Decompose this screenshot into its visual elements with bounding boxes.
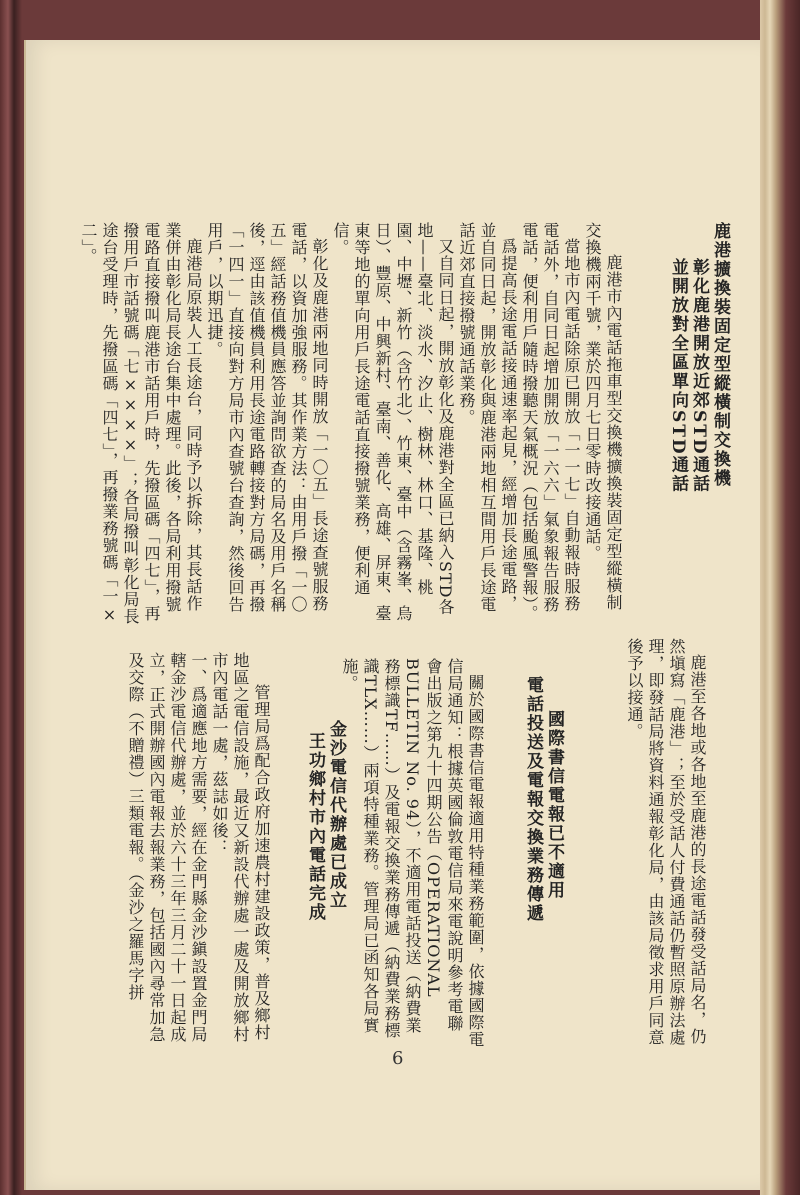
section2-body <box>340 658 486 1048</box>
section3-title <box>280 720 346 1020</box>
section2-title <box>494 676 564 1026</box>
section1-paragraph: 鹿港至各地或各地至鹿港的長途電話發受話局名，仍然塡寫「鹿港」；至於受話人付費通話仍暫照原辦法處理，即發話局將資料通報彰化局，由該局徵求用戶同意後予以接通。 <box>625 638 707 1046</box>
section3-title-line1: 金沙電信代辦處已成立 <box>326 720 346 910</box>
section1-paragraph: 爲提高長途電話接通速率起見，經增加長途電路，並自同日起，開放彰化與鹿港兩地相互間用戶長途電話近郊直接撥號通話業務。 <box>457 222 518 613</box>
page-number: 6 <box>392 1048 404 1069</box>
section3-paragraph: 管理局爲配合政府加速農村建設政策，普及鄉村地區之電信設施，最近又新設代辦處一處及開放鄉村市內電話一處，茲誌如後： <box>210 652 271 1043</box>
section1-paragraph: 彰化及鹿港兩地同時開放「一〇五」長途查號服務電話，以資加強服務。其作業方法：由用戶撥「一〇五」經話務值機員應答並詢問欲查的局名及用戶名稱後，逕由該值機員利用長途電路轉接對方局碼，再撥「一四一」直接向對方局市內查號台查詢，然後回告用戶，以期迅捷。 <box>205 222 329 613</box>
section1-paragraph: 又自同日起，開放彰化及鹿港對全區已納入STD各地——臺北、淡水、汐止、樹林、林口、基隆、桃園、中壢、新竹（含竹北）、竹東、臺中（含霧峯、烏日）、豐原、中興新村、臺南、善化、高雄、屏東、臺東等地的單向用戶長途電話直接撥號業務，便利通信。 <box>331 222 455 622</box>
section1-title-line3: 並開放對全區單向STD通話 <box>668 258 688 494</box>
section3-body <box>104 652 272 1052</box>
section1-paragraph: 鹿港局原裝人工長途台，同時予以拆除，其長話作業併由彰化局長途台集中處理。此後，各局利用撥號電路直接撥叫鹿港市話用戶時，先撥區碼「四七」，再撥用戶市話號碼「七××××」；各局撥叫彰化局長途台受理時，先撥區碼「四七」，再撥業務號碼「一×二」。 <box>79 222 203 625</box>
section2-title-line2: 電話投送及電報交換業務傳遞 <box>523 676 543 923</box>
section3-title-line2: 王功鄉村市內電話完成 <box>305 732 325 922</box>
page <box>24 40 766 1190</box>
section1-paragraph: 鹿港市內電話拖車型交換機擴換裝固定型縱橫制交換機兩千號，業於四月七日零時改接通話。 <box>583 222 623 611</box>
section1-paragraph: 當地市內電話除原已開放「一一七」自動報時服務電話外，自同日起增加開放「一六六」氣象報告服務電話，便利用戶隨時撥聽天氣概況（包括颱風警報）。 <box>520 222 581 622</box>
section1-body <box>79 222 624 627</box>
section2-title-line1: 國際書信電報已不適用 <box>544 710 564 900</box>
section1-title-line1: 鹿港擴換裝固定型縱橫制交換機 <box>710 222 730 488</box>
section1-continued <box>578 638 708 1048</box>
section1-title <box>640 222 730 642</box>
book-edge <box>760 0 800 1195</box>
section3-paragraph: 一、爲適應地方需要，經在金門縣金沙鎭設置金門局轄金沙電信代辦處，並於六十三年三月二十一日起成立，正式開辦國內電報去報業務，包括國內尋常加急及交際（不贈禮）三類電報。（金沙之羅馬字拼 <box>126 652 208 1043</box>
section2-paragraph: 關於國際書信電報適用特種業務範圍，依據國際電信局通知：根據英國倫敦電信局來電說明參考電聯會出版之第九十四期公告（OPERATIONAL BULLETIN No. 94），不適用電話投送（納費業務標識TF……）及電報交換業務傳遞（納費業務標識TLX……）兩項特種業務。管理局已函知各局實施。 <box>340 658 485 1048</box>
section1-title-line2: 彰化鹿港開放近郊STD通話 <box>689 258 709 494</box>
